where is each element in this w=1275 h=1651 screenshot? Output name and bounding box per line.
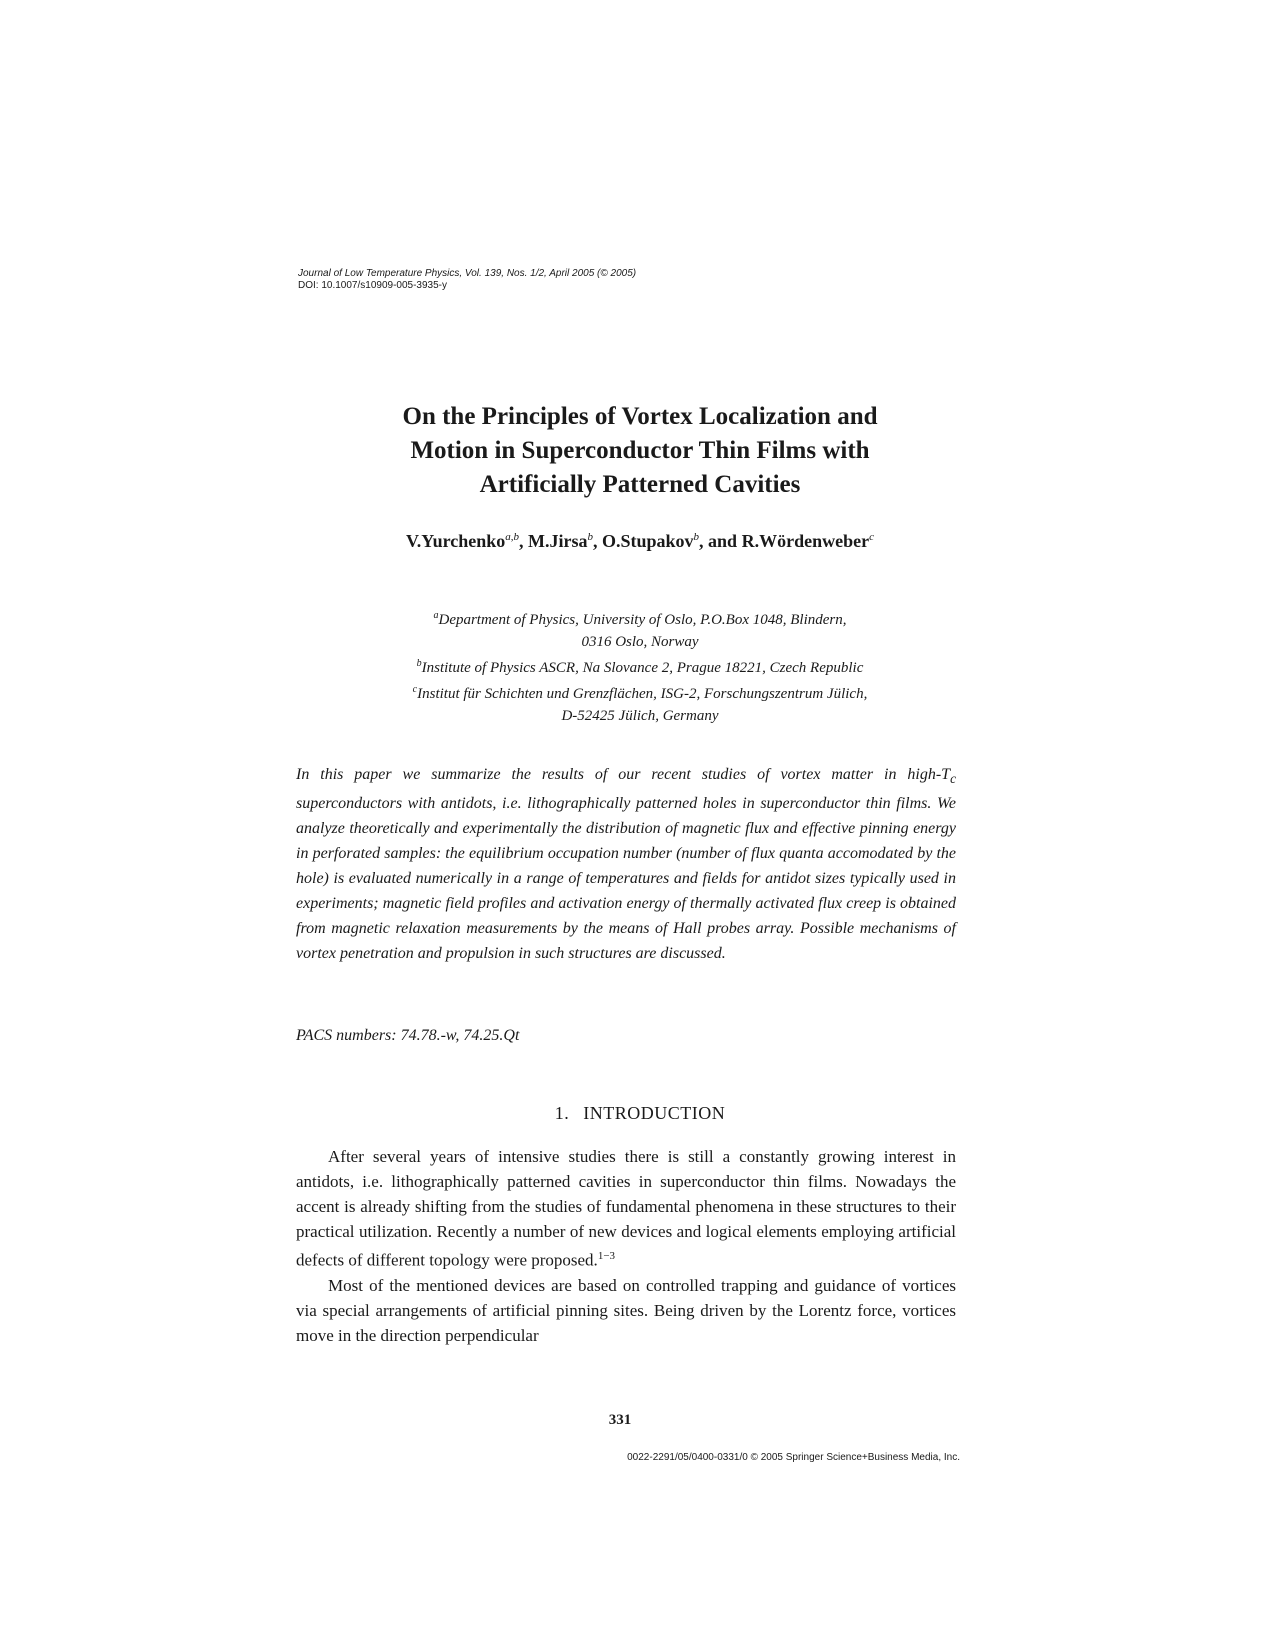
affiliation-b bbox=[290, 653, 990, 679]
journal-doi: DOI: 10.1007/s10909-005-3935-y bbox=[298, 280, 447, 291]
title-line: Motion in Superconductor Thin Films with bbox=[410, 437, 870, 464]
paragraph bbox=[296, 1144, 956, 1273]
author-affil-mark: b bbox=[587, 531, 593, 543]
section-heading bbox=[290, 1103, 990, 1124]
citation-ref: 1−3 bbox=[597, 1250, 616, 1262]
author-separator: , bbox=[519, 531, 529, 551]
author-separator: , bbox=[593, 531, 602, 551]
affiliation-text: Institut für Schichten und Grenzflächen, ISG-2, Forschungszentrum Jülich, bbox=[417, 686, 868, 702]
affiliation-mark: a bbox=[433, 610, 439, 621]
affiliations bbox=[290, 605, 990, 727]
author-separator: , and bbox=[699, 531, 742, 551]
journal-header bbox=[298, 268, 798, 292]
paragraph-text: After several years of intensive studies there is still a constantly growing interest in antidots, i.e. lithographically patterned cavities in superconductor thin films. Nowadays the accent is already shifting from the studies of fundamental phenomena in these structures to their practical utilization. Recently a number of new devices and logical elements employing artificial defects of different topology were proposed. bbox=[296, 1147, 956, 1270]
abstract-text: In this paper we summarize the results of our recent studies of vortex matter in high-T bbox=[296, 766, 951, 783]
abstract-subscript: c bbox=[950, 771, 956, 787]
abstract-text: superconductors with antidots, i.e. lithographically patterned holes in superconductor thin films. We analyze theoretically and experimentally the distribution of magnetic flux and effective pinning energy in perforated samples: the equilibrium occupation number (number of flux quanta accomodated by the hole) is evaluated numerically in a range of temperatures and fields for antidot sizes typically used in experiments; magnetic field profiles and activation energy of thermally activated flux creep is obtained from magnetic relaxation measurements by the means of Hall probes array. Possible mechanisms of vortex penetration and propulsion in such structures are discussed. bbox=[296, 795, 956, 963]
affiliation-c-cont: D-52425 Jülich, Germany bbox=[561, 708, 719, 724]
affiliation-text: Institute of Physics ASCR, Na Slovance 2, Prague 18221, Czech Republic bbox=[421, 660, 864, 676]
body-text bbox=[296, 1144, 956, 1348]
author-affil-mark: c bbox=[869, 531, 874, 543]
author-list bbox=[290, 531, 990, 552]
author-affil-mark: a,b bbox=[505, 531, 520, 543]
journal-citation: Journal of Low Temperature Physics, Vol. 139, Nos. 1/2, April 2005 (© 2005) bbox=[298, 268, 637, 279]
page-number: 331 bbox=[608, 1412, 632, 1428]
affiliation-text: Department of Physics, University of Oslo, P.O.Box 1048, Blindern, bbox=[438, 612, 847, 628]
author-name: M.Jirsa bbox=[528, 531, 588, 551]
copyright-line: 0022-2291/05/0400-0331/0 © 2005 Springer Science+Business Media, Inc. bbox=[627, 1452, 960, 1463]
title-line: On the Principles of Vortex Localization and bbox=[402, 403, 878, 430]
affiliation-c bbox=[290, 679, 990, 705]
section-title: INTRODUCTION bbox=[583, 1103, 726, 1123]
title-line: Artificially Patterned Cavities bbox=[479, 471, 801, 498]
abstract bbox=[296, 762, 956, 966]
affiliation-mark: b bbox=[416, 658, 422, 669]
author-name: R.Wördenweber bbox=[741, 531, 870, 551]
author-name: V.Yurchenko bbox=[406, 531, 506, 551]
affiliation-a-cont: 0316 Oslo, Norway bbox=[581, 634, 699, 650]
author-affil-mark: b bbox=[693, 531, 700, 543]
affiliation-mark: c bbox=[412, 684, 418, 695]
paper-title bbox=[290, 400, 990, 502]
author-name: O.Stupakov bbox=[602, 531, 694, 551]
affiliation-a bbox=[290, 605, 990, 631]
section-number: 1. bbox=[554, 1103, 570, 1123]
pacs-numbers: PACS numbers: 74.78.-w, 74.25.Qt bbox=[296, 1027, 520, 1044]
paragraph: Most of the mentioned devices are based on controlled trapping and guidance of vortices via special arrangements of artificial pinning sites. Being driven by the Lorentz force, vortices move in the direction perpendicular bbox=[296, 1275, 956, 1345]
